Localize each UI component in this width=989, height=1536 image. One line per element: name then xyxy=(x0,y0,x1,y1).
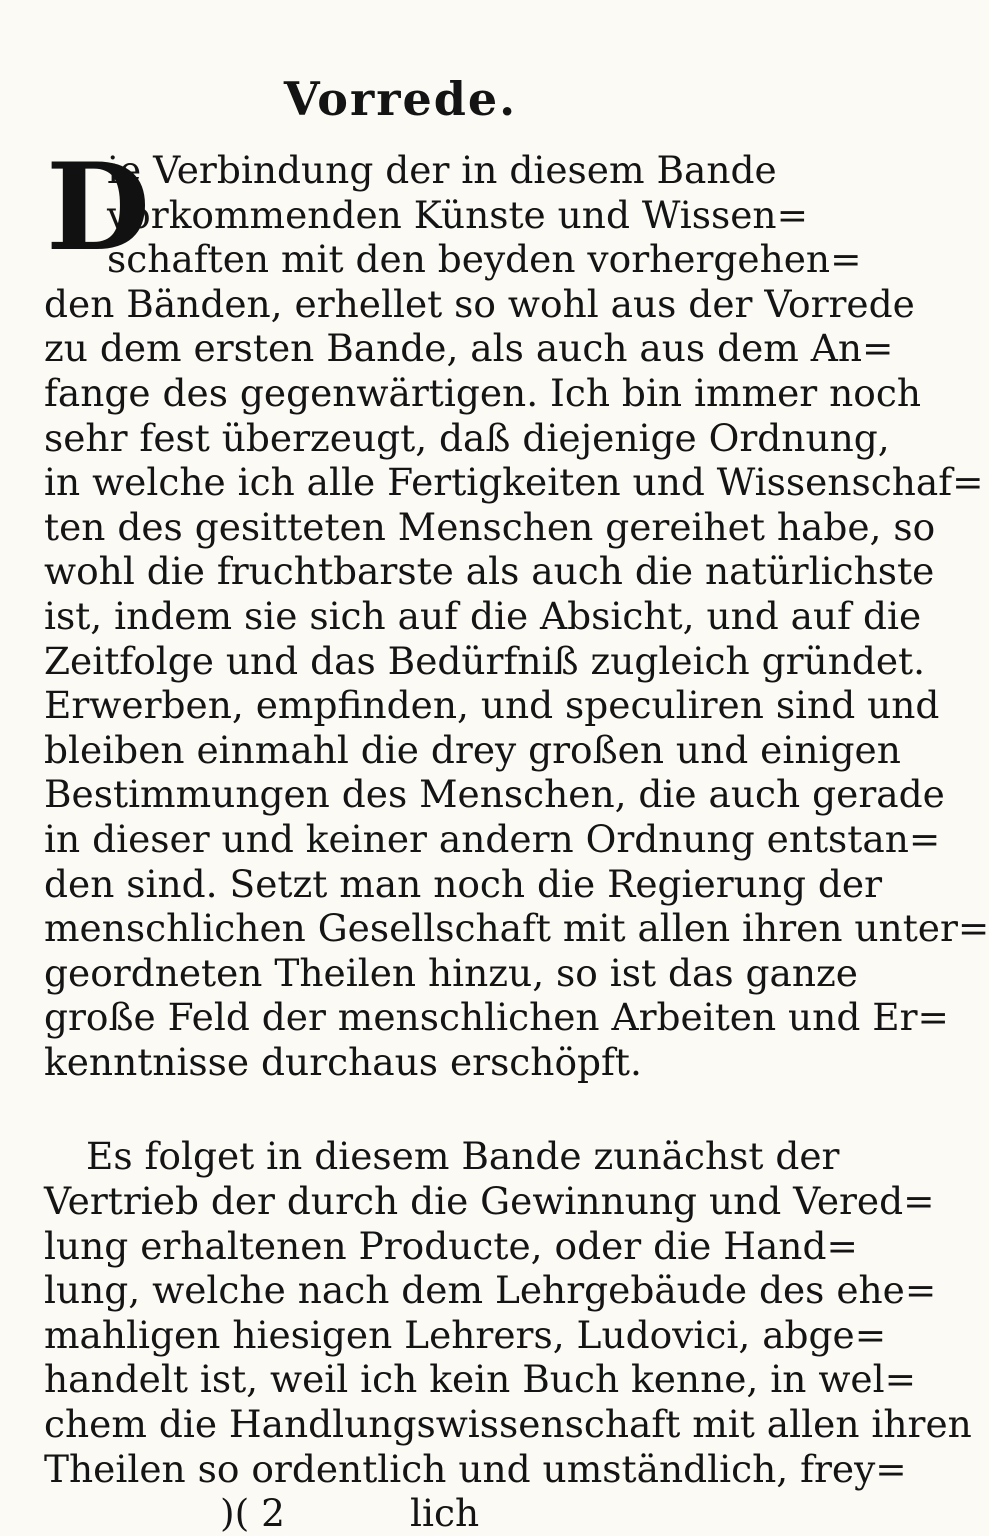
text-line: Theilen so ordentlich und umständlich, frey= xyxy=(44,1446,907,1491)
paragraph-1 xyxy=(44,137,989,1084)
text-line: schaften mit den beyden vorhergehen= xyxy=(107,237,862,282)
catchword: lich xyxy=(410,1491,480,1536)
text-line: mahligen hiesigen Lehrers, Ludovici, abge= xyxy=(44,1312,887,1357)
text-line: geordneten Theilen hinzu, so ist das ganze xyxy=(44,950,858,995)
text-line: Erwerben, empfinden, und speculiren sind und xyxy=(44,683,940,728)
text-line: zu dem ersten Bande, als auch aus dem An= xyxy=(44,326,894,371)
text-line: Bestimmungen des Menschen, die auch gerade xyxy=(44,772,945,817)
text-line: lung, welche nach dem Lehrgebäude des ehe= xyxy=(44,1268,937,1313)
text-line: ist, indem sie sich auf die Absicht, und auf die xyxy=(44,593,922,638)
text-line: große Feld der menschlichen Arbeiten und Er= xyxy=(44,995,949,1040)
text-line: den Bänden, erhellet so wohl aus der Vorrede xyxy=(44,281,915,326)
page-footer xyxy=(44,1491,780,1536)
text-line: wohl die fruchtbarste als auch die natürlichste xyxy=(44,549,935,594)
text-line: sehr fest überzeugt, daß diejenige Ordnung, xyxy=(44,415,890,460)
text-line: kenntnisse durchaus erschöpft. xyxy=(44,1039,642,1084)
text-line: bleiben einmahl die drey großen und einigen xyxy=(44,727,901,772)
text-line: ten des gesitteten Menschen gereihet habe, so xyxy=(44,504,936,549)
signature-mark: )( 2 xyxy=(220,1491,286,1536)
paragraph-gap xyxy=(44,1084,780,1134)
body-text xyxy=(44,137,989,1536)
text-line: fange des gegenwärtigen. Ich bin immer noch xyxy=(44,370,922,415)
text-line: den sind. Setzt man noch die Regierung der xyxy=(44,861,883,906)
text-line: menschlichen Gesellschaft mit allen ihren unter= xyxy=(44,906,989,951)
text-line: lung erhaltenen Producte, oder die Hand= xyxy=(44,1223,858,1268)
page-heading: Vorrede. xyxy=(283,72,518,126)
text-line: in dieser und keiner andern Ordnung entstan= xyxy=(44,816,941,861)
text-line: Zeitfolge und das Bedürfniß zugleich gründet. xyxy=(44,638,926,683)
text-line: Vertrieb der durch die Gewinnung und Vered= xyxy=(44,1179,935,1224)
text-line: ie Verbindung der in diesem Bande xyxy=(107,148,777,192)
text-line: handelt ist, weil ich kein Buch kenne, in wel= xyxy=(44,1357,917,1402)
paragraph-2 xyxy=(44,1134,972,1491)
drop-cap-initial: D xyxy=(46,137,151,278)
text-line: Es folget in diesem Bande zunächst der xyxy=(86,1134,840,1179)
text-line: in welche ich alle Fertigkeiten und Wissenschaf= xyxy=(44,460,984,505)
text-line: chem die Handlungswissenschaft mit allen ihren xyxy=(44,1402,972,1447)
text-line: vorkommenden Künste und Wissen= xyxy=(107,192,809,237)
